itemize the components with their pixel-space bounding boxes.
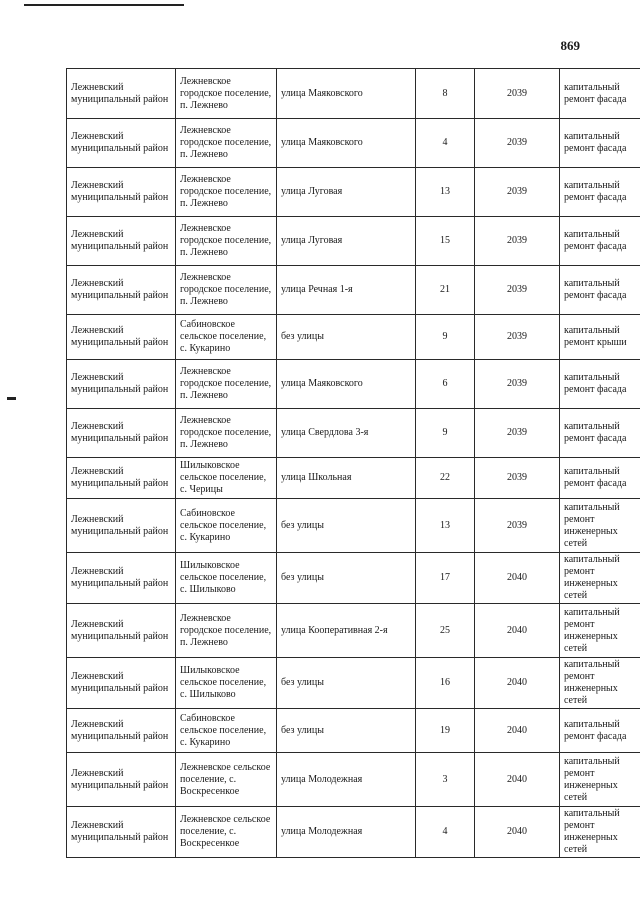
table-body — [67, 69, 640, 858]
cell-settlement: Лежневское сельское поселение, с. Воскресенкое — [176, 753, 277, 807]
cell-house-number: 8 — [416, 69, 475, 119]
cell-street: без улицы — [277, 499, 416, 553]
cell-work-type: капитальный ремонт крыши — [560, 315, 640, 360]
cell-street: улица Школьная — [277, 458, 416, 499]
cell-year: 2039 — [475, 217, 560, 266]
cell-settlement: Лежневское городское поселение, п. Лежнево — [176, 168, 277, 217]
cell-house-number: 13 — [416, 168, 475, 217]
cell-settlement: Шилыковское сельское поселение, с. Шилыково — [176, 553, 277, 604]
cell-work-type: капитальный ремонт инженерных сетей — [560, 807, 640, 858]
cell-street: улица Молодежная — [277, 753, 416, 807]
cell-work-type: капитальный ремонт фасада — [560, 217, 640, 266]
cell-settlement: Лежневское городское поселение, п. Лежнево — [176, 217, 277, 266]
cell-settlement: Сабиновское сельское поселение, с. Кукарино — [176, 709, 277, 753]
cell-district: Лежневский муниципальный район — [67, 217, 176, 266]
cell-year: 2040 — [475, 658, 560, 709]
cell-work-type: капитальный ремонт фасада — [560, 266, 640, 315]
cell-district: Лежневский муниципальный район — [67, 119, 176, 168]
cell-street: улица Маяковского — [277, 69, 416, 119]
cell-district: Лежневский муниципальный район — [67, 315, 176, 360]
cell-street: улица Маяковского — [277, 119, 416, 168]
cell-work-type: капитальный ремонт фасада — [560, 168, 640, 217]
cell-year: 2039 — [475, 499, 560, 553]
cell-year: 2039 — [475, 458, 560, 499]
cell-house-number: 25 — [416, 604, 475, 658]
cell-year: 2040 — [475, 604, 560, 658]
cell-district: Лежневский муниципальный район — [67, 709, 176, 753]
cell-house-number: 9 — [416, 315, 475, 360]
cell-street: без улицы — [277, 709, 416, 753]
cell-settlement: Сабиновское сельское поселение, с. Кукарино — [176, 315, 277, 360]
cell-work-type: капитальный ремонт инженерных сетей — [560, 553, 640, 604]
cell-house-number: 6 — [416, 360, 475, 409]
cell-work-type: капитальный ремонт фасада — [560, 69, 640, 119]
cell-year: 2039 — [475, 360, 560, 409]
cell-district: Лежневский муниципальный район — [67, 807, 176, 858]
page-number: 869 — [560, 38, 580, 53]
table-row — [67, 604, 640, 658]
cell-street: без улицы — [277, 315, 416, 360]
cell-street: без улицы — [277, 658, 416, 709]
cell-street: улица Луговая — [277, 168, 416, 217]
cell-year: 2039 — [475, 69, 560, 119]
cell-year: 2039 — [475, 409, 560, 458]
table-row — [67, 168, 640, 217]
cell-district: Лежневский муниципальный район — [67, 553, 176, 604]
cell-year: 2040 — [475, 553, 560, 604]
cell-settlement: Шилыковское сельское поселение, с. Черицы — [176, 458, 277, 499]
table-row — [67, 553, 640, 604]
cell-house-number: 19 — [416, 709, 475, 753]
cell-house-number: 15 — [416, 217, 475, 266]
cell-house-number: 4 — [416, 807, 475, 858]
cell-settlement: Сабиновское сельское поселение, с. Кукарино — [176, 499, 277, 553]
cell-settlement: Лежневское городское поселение, п. Лежнево — [176, 360, 277, 409]
cell-district: Лежневский муниципальный район — [67, 604, 176, 658]
table-row — [67, 658, 640, 709]
cell-work-type: капитальный ремонт фасада — [560, 360, 640, 409]
scan-mark — [7, 397, 16, 400]
cell-settlement: Лежневское городское поселение, п. Лежнево — [176, 266, 277, 315]
table-row — [67, 315, 640, 360]
cell-street: улица Молодежная — [277, 807, 416, 858]
cell-settlement: Лежневское городское поселение, п. Лежнево — [176, 69, 277, 119]
table-row — [67, 217, 640, 266]
table-row — [67, 709, 640, 753]
table-row — [67, 360, 640, 409]
cell-year: 2040 — [475, 709, 560, 753]
top-rule — [24, 4, 184, 6]
cell-district: Лежневский муниципальный район — [67, 458, 176, 499]
cell-work-type: капитальный ремонт фасада — [560, 709, 640, 753]
cell-house-number: 13 — [416, 499, 475, 553]
cell-district: Лежневский муниципальный район — [67, 409, 176, 458]
table-row — [67, 119, 640, 168]
cell-settlement: Лежневское городское поселение, п. Лежнево — [176, 119, 277, 168]
cell-street: улица Луговая — [277, 217, 416, 266]
cell-year: 2039 — [475, 119, 560, 168]
cell-street: улица Свердлова 3-я — [277, 409, 416, 458]
table-row — [67, 266, 640, 315]
cell-house-number: 17 — [416, 553, 475, 604]
cell-house-number: 3 — [416, 753, 475, 807]
cell-settlement: Лежневское городское поселение, п. Лежнево — [176, 604, 277, 658]
table-row — [67, 807, 640, 858]
cell-year: 2039 — [475, 168, 560, 217]
cell-district: Лежневский муниципальный район — [67, 658, 176, 709]
cell-street: без улицы — [277, 553, 416, 604]
cell-work-type: капитальный ремонт фасада — [560, 119, 640, 168]
cell-house-number: 9 — [416, 409, 475, 458]
table-row — [67, 753, 640, 807]
cell-street: улица Речная 1-я — [277, 266, 416, 315]
housing-repair-table — [66, 68, 640, 858]
cell-street: улица Маяковского — [277, 360, 416, 409]
cell-house-number: 4 — [416, 119, 475, 168]
cell-year: 2040 — [475, 807, 560, 858]
cell-work-type: капитальный ремонт фасада — [560, 458, 640, 499]
cell-district: Лежневский муниципальный район — [67, 168, 176, 217]
cell-house-number: 21 — [416, 266, 475, 315]
table-row — [67, 499, 640, 553]
cell-district: Лежневский муниципальный район — [67, 360, 176, 409]
cell-work-type: капитальный ремонт инженерных сетей — [560, 604, 640, 658]
cell-work-type: капитальный ремонт инженерных сетей — [560, 499, 640, 553]
cell-street: улица Кооперативная 2-я — [277, 604, 416, 658]
cell-house-number: 22 — [416, 458, 475, 499]
cell-district: Лежневский муниципальный район — [67, 266, 176, 315]
cell-work-type: капитальный ремонт фасада — [560, 409, 640, 458]
cell-district: Лежневский муниципальный район — [67, 753, 176, 807]
table-row — [67, 409, 640, 458]
cell-settlement: Лежневское городское поселение, п. Лежнево — [176, 409, 277, 458]
table-row — [67, 458, 640, 499]
cell-year: 2039 — [475, 266, 560, 315]
cell-year: 2039 — [475, 315, 560, 360]
cell-house-number: 16 — [416, 658, 475, 709]
cell-district: Лежневский муниципальный район — [67, 69, 176, 119]
cell-district: Лежневский муниципальный район — [67, 499, 176, 553]
cell-settlement: Шилыковское сельское поселение, с. Шилыково — [176, 658, 277, 709]
cell-year: 2040 — [475, 753, 560, 807]
cell-settlement: Лежневское сельское поселение, с. Воскресенкое — [176, 807, 277, 858]
cell-work-type: капитальный ремонт инженерных сетей — [560, 753, 640, 807]
cell-work-type: капитальный ремонт инженерных сетей — [560, 658, 640, 709]
table-row — [67, 69, 640, 119]
